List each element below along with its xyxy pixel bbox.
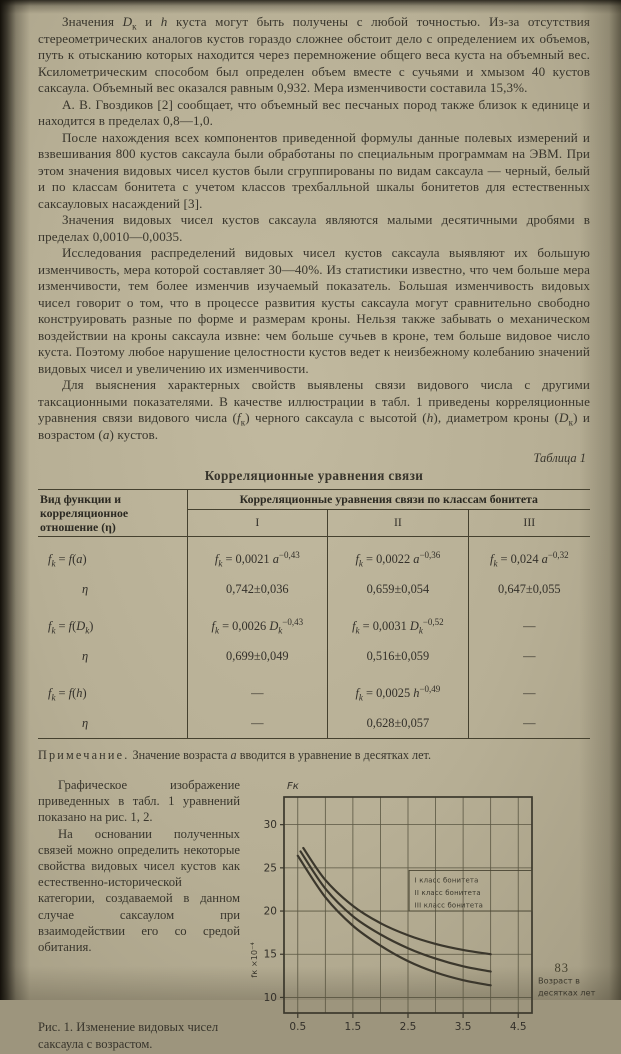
- svg-text:10: 10: [263, 991, 277, 1004]
- table-row: [38, 708, 590, 739]
- svg-text:4.5: 4.5: [509, 1021, 527, 1033]
- figure-1-chart: [246, 777, 598, 1049]
- svg-text:15: 15: [263, 948, 277, 961]
- paragraph-5: Исследования распределений видовых чисел кустов саксаула выявляют их большую изменчивость, мера которой составляет 30—40%. Из статистики известно, что чем больше мера изменчивости, тем более изменчив изучаемый показатель. Большая изменчивость видовых чисел говорит о том, что в процессе развития кусты саксаула могут сравнительно свободно конструировать разные по форме и размерам кроны. Нельзя также забывать о механическом воздействии на кроны саксаула извне: чем больше сучьев в кроне, тем больше видовое число куста. Поэтому любое нарушение целостности кустов ведет к неизбежному колебанию значений видовых чисел и увеличению их изменчивости.: [38, 245, 590, 376]
- cell: 0,742±0,036: [187, 574, 328, 604]
- svg-text:I класс бонитета: I класс бонитета: [414, 876, 479, 885]
- left-paragraph-1: Графическое изображение приведенных в табл. 1 уравнений показано на рис. 1, 2.: [38, 778, 240, 825]
- figure-caption: Рис. 1. Изменение видовых чисел саксаула с возрастом.: [38, 1020, 219, 1052]
- page-number: 83: [554, 961, 569, 975]
- cell: 0,628±0,057: [328, 708, 469, 739]
- correlation-table: [38, 489, 590, 739]
- table-row: [38, 537, 590, 575]
- paragraph-2: А. В. Гвоздиков [2] сообщает, что объемный вес песчаных пород также близок к единице и находится в пределах 0,8—1,0.: [38, 96, 590, 128]
- cell: $f_k = 0,024$ $a^{-0,32}$: [490, 549, 569, 568]
- page-content: [38, 14, 596, 1054]
- cell: $f_k = f(D_k)$: [38, 604, 187, 641]
- svg-text:3.5: 3.5: [454, 1021, 472, 1033]
- left-column: [38, 777, 240, 1054]
- svg-text:десятках лет: десятках лет: [538, 987, 596, 998]
- svg-text:II класс бонитета: II класс бонитета: [414, 889, 481, 898]
- cell: —: [523, 648, 536, 663]
- svg-text:25: 25: [263, 862, 277, 875]
- cell: 0,516±0,059: [328, 641, 469, 671]
- cell: —: [523, 715, 536, 730]
- left-paragraph-2: На основании полученных связей можно определить некоторые свойства видовых чисел кустов как естественно-исторической категории, создаваемой в данном случае саксаулом при взаимодействии его со средой обитания.: [38, 826, 240, 955]
- class-header-1: I: [187, 509, 328, 536]
- note-label: Примечание.: [38, 748, 130, 762]
- table-title: Корреляционные уравнения связи: [204, 468, 424, 483]
- svg-text:20: 20: [263, 905, 277, 918]
- cell: 0,659±0,054: [328, 574, 469, 604]
- svg-text:Fк: Fк: [287, 781, 299, 792]
- paragraph-4: Значения видовых чисел кустов саксаула являются малыми десятичными дробями в пределах 0,0010—0,0035.: [38, 212, 590, 244]
- table-row: [38, 641, 590, 671]
- cell: η: [38, 708, 187, 739]
- svg-text:Возраст в: Возраст в: [538, 975, 580, 986]
- cell: η: [38, 574, 187, 604]
- svg-text:fк ×10⁻⁴: fк ×10⁻⁴: [249, 942, 259, 978]
- cell: $f_k = f(h)$: [38, 671, 187, 708]
- table-row: [38, 574, 590, 604]
- col1-header: Вид функции и корреляционное отношение (η): [38, 490, 187, 537]
- cell: —: [523, 685, 536, 700]
- body-text: [38, 14, 590, 443]
- cell: —: [187, 671, 328, 708]
- table-row: [38, 671, 590, 708]
- table-note: [38, 748, 590, 763]
- svg-text:30: 30: [263, 819, 277, 832]
- cell: —: [523, 618, 536, 633]
- cell: 0,647±0,055: [498, 581, 561, 596]
- cell: η: [38, 641, 187, 671]
- lower-section: [38, 777, 596, 1054]
- paragraph-1: Значения $D_к$ и h куста могут быть получены с любой точностью. Из-за отсутствия стереометрических аналогов кустов гораздо сложнее обстоит дело с определением их объемов, путь к отысканию которых находится через перемножение общего веса куста на объемный вес. Ксилометрическим способом был определен объем вместе с сучьями и хмызом 40 кустов саксаула. Объемный вес оказался равным 0,932. Мера изменчивости составила 15,3%.: [38, 14, 590, 95]
- cell: $f_k = 0,0031$ $D_k^{-0,52}$: [328, 604, 469, 641]
- cell: —: [187, 708, 328, 739]
- class-header-3: III: [523, 515, 536, 530]
- figure-1: [246, 777, 598, 1054]
- paragraph-3: После нахождения всех компонентов приведенной формулы данные полевых измерений и взвешивания 800 кустов саксаула были обработаны по специальным программам на ЭВМ. При этом значения видовых чисел кустов были сгруппированы по видам саксаула — черный, белый и по классам бонитета с учетом классов трехбалльной шкалы бонитетов для естественных саксауловых насаждений [3].: [38, 129, 590, 211]
- cell: $f_k = 0,0025$ $h^{-0,49}$: [328, 671, 469, 708]
- class-header-2: II: [328, 509, 469, 536]
- paragraph-6: Для выяснения характерных свойств выявлены связи видового числа с другими таксационными показателями. В качестве иллюстрации в табл. 1 приведены корреляционные уравнения связи видового числа $(f_к)$ черного саксаула с высотой (h), диаметром кроны $(D_к)$ и возрастом (a) кустов.: [38, 377, 590, 442]
- cell: $f_k = 0,0022$ $a^{-0,36}$: [328, 537, 469, 575]
- cell: $f_k = 0,0021$ $a^{-0,43}$: [187, 537, 328, 575]
- svg-text:2.5: 2.5: [399, 1021, 417, 1033]
- svg-text:0.5: 0.5: [289, 1021, 307, 1033]
- table-row: [38, 604, 590, 641]
- note-text: Значение возраста a вводится в уравнение в десятках лет.: [132, 748, 431, 762]
- cell: $f_k = 0,0026$ $D_k^{-0,43}$: [187, 604, 328, 641]
- cell: 0,699±0,049: [187, 641, 328, 671]
- table-header: [38, 490, 590, 537]
- svg-text:1.5: 1.5: [344, 1021, 362, 1033]
- table-label: Таблица 1: [533, 451, 586, 465]
- span-header: Корреляционные уравнения связи по классам бонитета: [187, 490, 590, 510]
- svg-text:III класс бонитета: III класс бонитета: [414, 901, 484, 910]
- cell: $f_k = f(a)$: [38, 537, 187, 575]
